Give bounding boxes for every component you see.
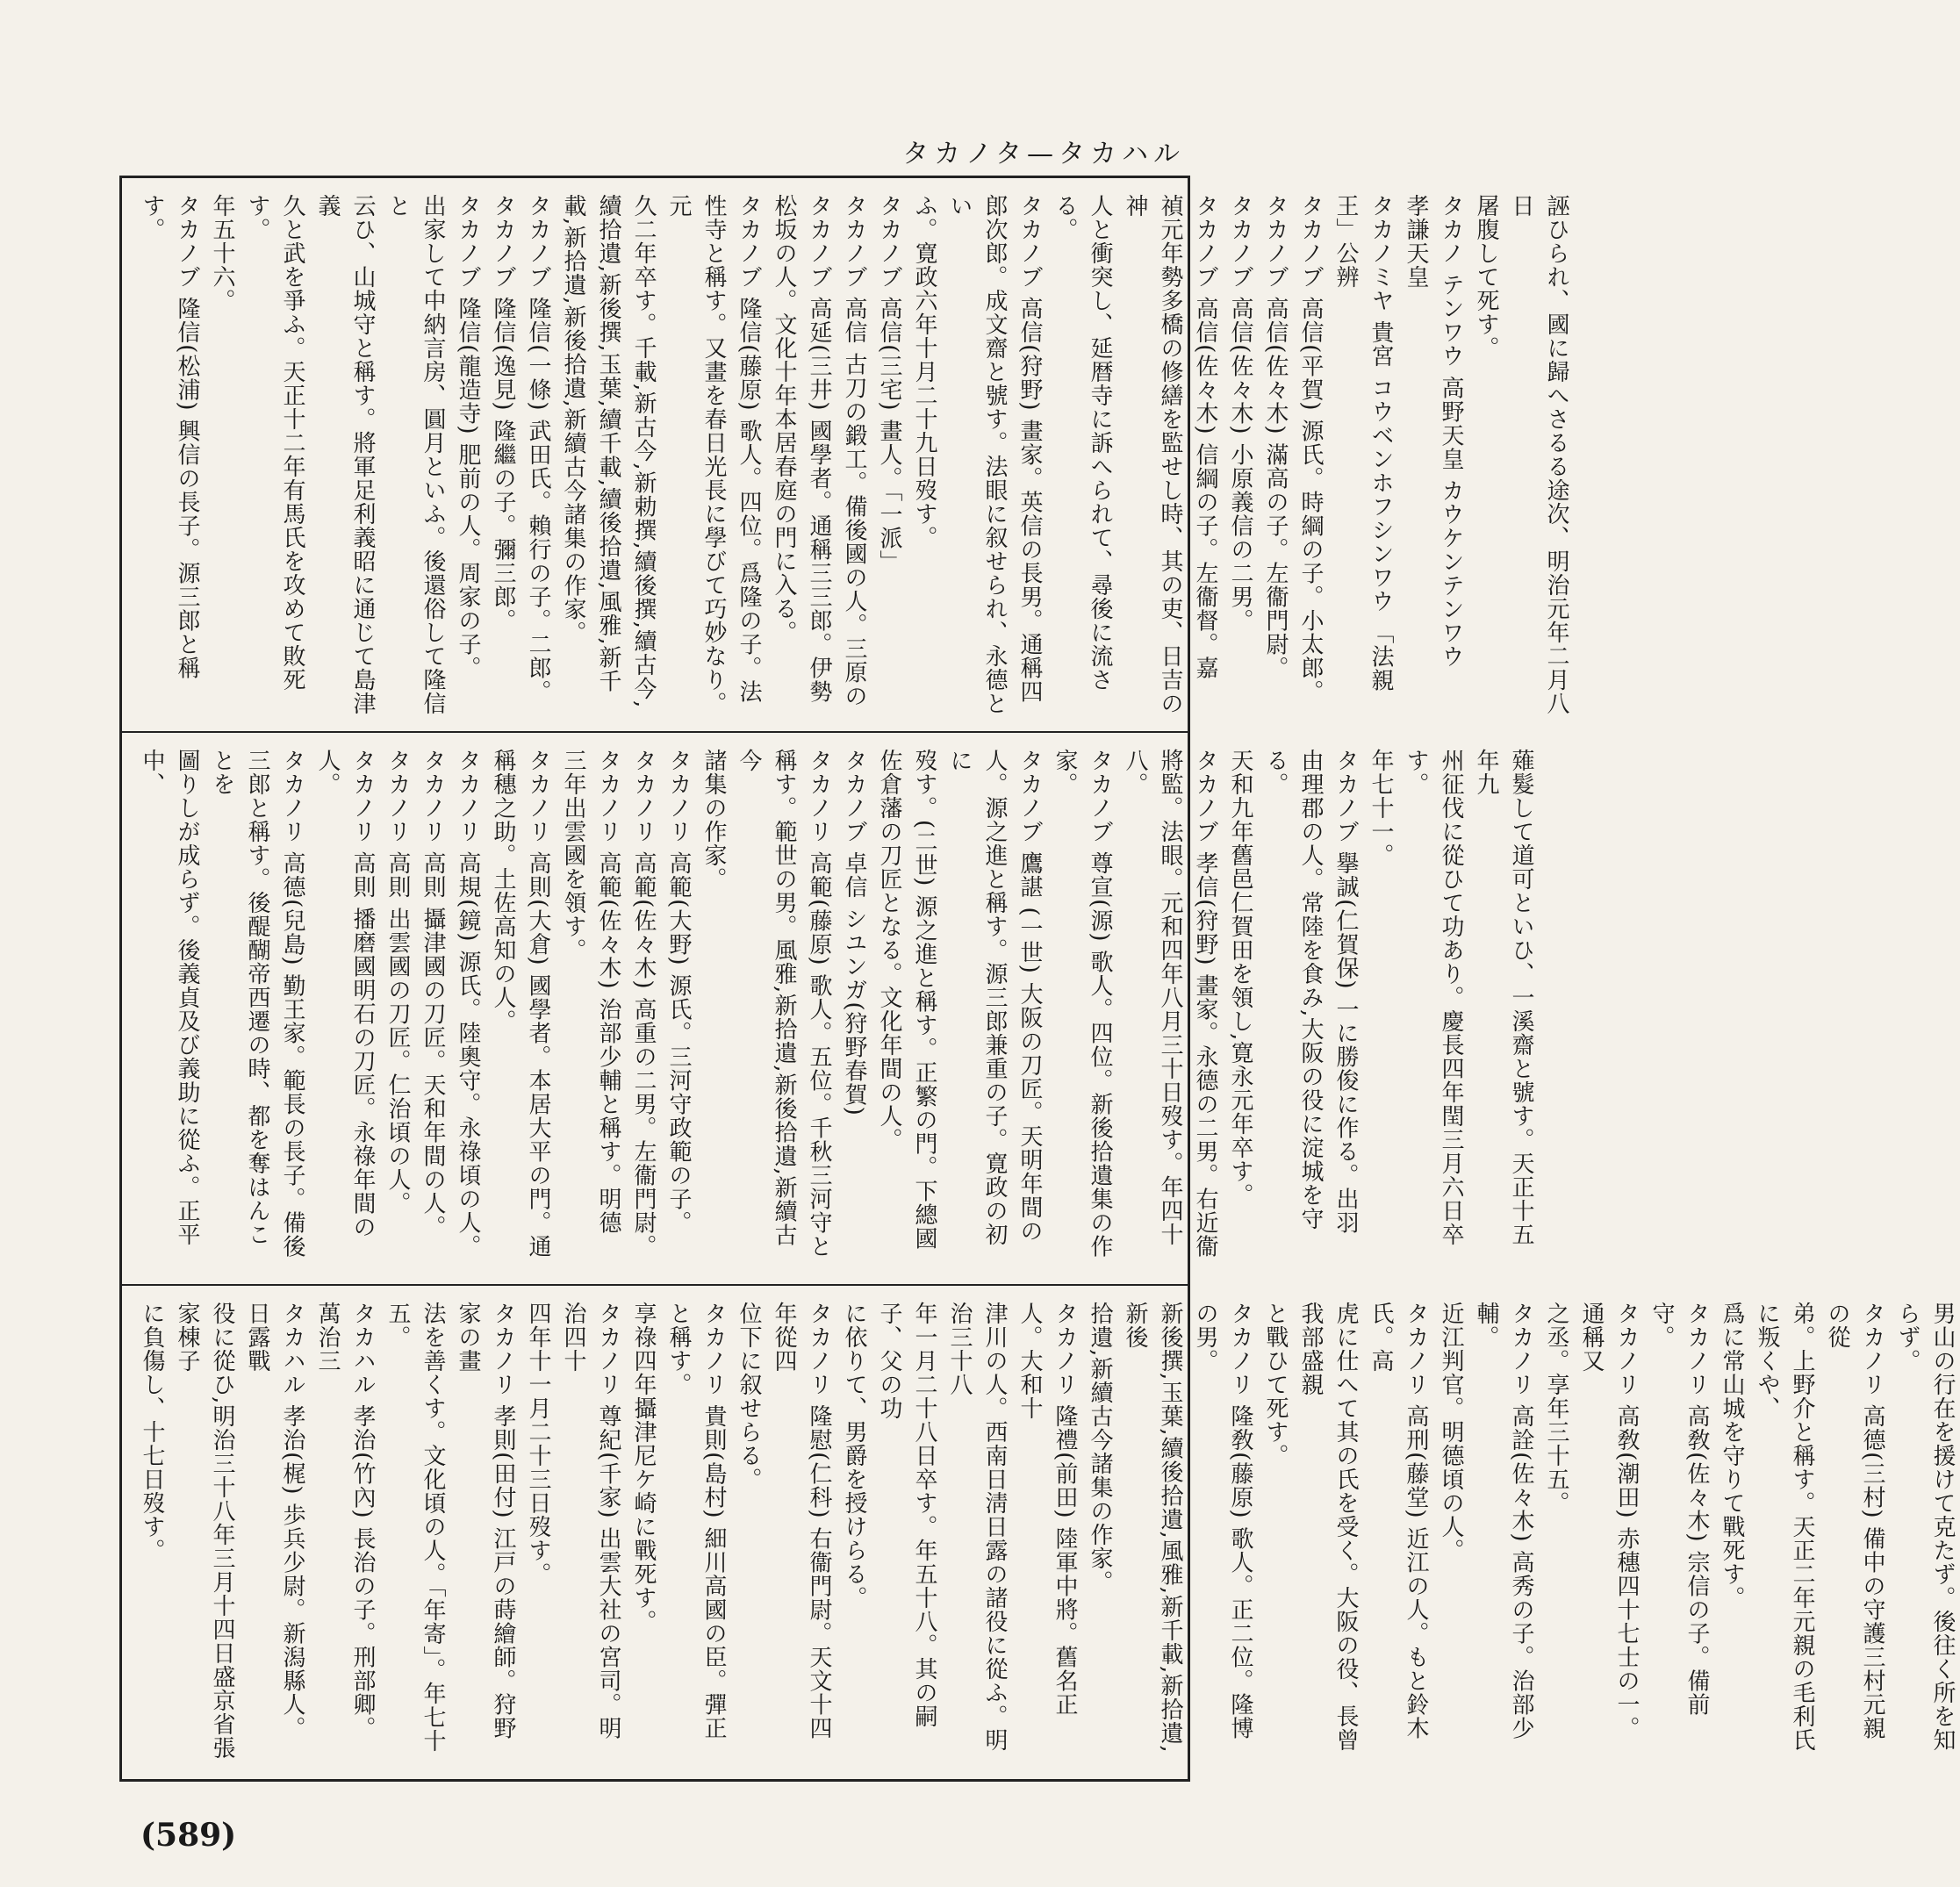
text-line: 云ひ、山城守と稱す。將軍足利義昭に通じて島津義: [314, 194, 376, 715]
text-line: 佐倉藩の刀匠となる。文化年間の人。: [876, 749, 902, 1152]
text-line: 天和九年舊邑仁賀田を領し,寛永元年卒す。: [1227, 749, 1253, 1208]
text-line: タカノブ 尊宣(源) 歌人。四位。新後拾遺集の作: [1087, 749, 1113, 1259]
text-line: 由理郡の人。常陸を食み,大阪の役に淀城を守る。: [1262, 749, 1324, 1231]
text-line: 載,新拾遺,新後拾遺,新續古今諸集の作家。: [560, 194, 586, 645]
text-line: タカノブ 高信(狩野) 畫家。英信の長男。通稱四: [1016, 194, 1043, 704]
text-line: 續拾遺,新後撰,玉葉,續千載,續後拾遺,風雅,新千: [595, 194, 621, 693]
text-line: タカノブ 隆信(一條) 武田氏。賴行の子。二郎。: [525, 194, 551, 704]
text-line: タカノリ 高範(佐々木) 高重の二男。左衞門尉。: [630, 749, 657, 1259]
text-line: 誣ひられ、國に歸へさるる途次、明治元年二月八日: [1508, 194, 1569, 715]
text-line: 稱す。範世の男。風雅,新拾遺,新後拾遺,新續古今: [736, 749, 797, 1247]
text-frame: [119, 176, 1956, 1782]
text-line: タカノリ 隆敎(藤原) 歌人。正二位。隆博の男。: [1192, 1302, 1253, 1740]
text-line: 三年出雲國を領す。: [560, 749, 586, 962]
text-line: タカノブ 高信(佐々木) 信綱の子。左衞督。嘉: [1192, 194, 1218, 680]
text-line: タカノブ 高信(佐々木) 滿高の子。左衞門尉。: [1262, 194, 1289, 680]
text-line: 津川の人。西南日淸日露の諸役に從ふ。明治三十八: [946, 1302, 1008, 1752]
section-top-text: [134, 194, 1574, 715]
text-line: 圖りしが成らず。後義貞及び義助に從ふ。正平中、: [139, 749, 200, 1246]
section-middle-text: [134, 749, 1539, 1268]
text-line: タカノリ 尊紀(千家) 出雲大社の宮司。明治四十: [560, 1302, 621, 1740]
page-number: (589): [140, 1817, 237, 1854]
text-line: タカノリ 高範(藤原) 歌人。五位。千秋三河守と: [806, 749, 832, 1259]
text-line: タカノリ 貴則(島村) 細川高國の臣。彈正と稱す。: [665, 1302, 727, 1740]
text-line: タカハル 孝治(竹內) 長治の子。刑部卿。萬治三: [314, 1302, 376, 1740]
text-line: タカノリ 高刑(藤堂) 近江の人。もと鈴木氏。高: [1368, 1302, 1429, 1740]
text-line: タカノリ 高則 播磨國明石の刀匠。永祿年間の人。: [314, 749, 376, 1239]
text-line: 州征伐に從ひて功あり。慶長四年閏三月六日卒す。: [1403, 749, 1464, 1246]
text-line: 松坂の人。文化十年本居春庭の門に入る。: [771, 194, 797, 644]
text-line: 享祿四年攝津尼ケ崎に戰死す。: [630, 1302, 657, 1633]
text-line: 年七十一。: [1368, 749, 1394, 867]
text-line: タカノリ 高德(兒島) 勤王家。範長の長子。備後: [279, 749, 305, 1259]
text-line: タカノブ 孝信(狩野) 畫家。永德の二男。右近衞: [1192, 749, 1218, 1259]
text-line: に依りて、男爵を授けらる。: [841, 1302, 867, 1610]
text-line: タカノリ 高規(鏡) 源氏。陸奧守。永祿頃の人。: [455, 749, 481, 1259]
text-line: タカノブ 擧誠(仁賀保) 一に勝俊に作る。出羽: [1332, 749, 1359, 1235]
text-line: 爲に常山城を守りて戰死す。: [1719, 1302, 1745, 1610]
text-line: タカノミヤ 貴宮 コウベンホフシンワウ 「法親王」公辨: [1332, 194, 1394, 692]
running-header: タカノタ—タカハル: [902, 139, 1185, 169]
text-line: タカノリ 高敎(潮田) 赤穗四十七士の一。通稱又: [1578, 1302, 1640, 1740]
text-line: タカノブ 隆信(藤原) 歌人。四位。爲隆の子。法: [736, 194, 762, 704]
text-line: タカノブ 鷹諶 (一世) 大阪の刀匠。天明年間の: [1016, 749, 1043, 1244]
text-line: 稱穗之助。土佐高知の人。: [490, 749, 516, 1033]
text-line: 三郎と稱す。後醍醐帝西遷の時、都を奪はんことを: [209, 749, 270, 1246]
text-line: タカノリ 高敎(佐々木) 宗信の子。備前守。: [1648, 1302, 1710, 1717]
text-line: 性寺と稱す。又畫を春日光長に學びて巧妙なり。元: [665, 194, 727, 715]
text-line: 人と衝突し、延暦寺に訴へられて、尋後に流さる。: [1052, 194, 1113, 692]
text-line: 久と武を爭ふ。天正十二年有馬氏を攻めて敗死す。: [244, 194, 305, 692]
text-line: タカノブ 高信(佐々木) 小原義信の二男。: [1227, 194, 1253, 633]
text-line: タカノリ 高則 出雲國の刀匠。仁治頃の人。: [384, 749, 411, 1216]
text-line: 拾遺,新續古今諸集の作家。: [1087, 1302, 1113, 1595]
text-line: タカノリ 高則(大倉) 國學者。本居大平の門。通: [525, 749, 551, 1259]
text-line: ふ。寛政六年十月二十九日歿す。: [911, 194, 937, 549]
text-line: タカノ テンワウ 高野天皇 カウケンテンワウ: [1438, 194, 1464, 669]
text-line: 郎次郎。成文齋と號す。法眼に叙せられ、永德とい: [946, 194, 1008, 715]
text-line: 禎元年勢多橋の修繕を監せし時、其の吏、日吉の神: [1122, 194, 1183, 715]
text-line: 四年十一月二十三日歿す。: [525, 1302, 551, 1586]
text-line: 弟。上野介と稱す。天正二年元親の毛利氏に叛くや、: [1754, 1302, 1815, 1752]
text-line: に負傷し、十七日歿す。: [139, 1302, 165, 1562]
text-line: 虎に仕へて其の氏を受く。大阪の役、長曾我部盛親: [1297, 1302, 1359, 1752]
text-line: 新後撰,玉葉,續後拾遺,風雅,新千載,新拾遺,新後: [1122, 1302, 1183, 1754]
text-line: タカノリ 隆禮(前田) 陸軍中將。舊名正人。大和十: [1016, 1302, 1078, 1717]
text-line: 役に從ひ,明治三十八年三月十四日盛京省張家棟子: [174, 1302, 235, 1761]
text-line: 屠腹して死す。: [1473, 194, 1499, 360]
text-line: 人。源之進と稱す。源三郎兼重の子。寛政の初に: [946, 749, 1008, 1246]
text-line: タカノブ 隆信(逸見) 隆繼の子。彌三郎。: [490, 194, 516, 633]
text-line: 諸集の作家。: [700, 749, 727, 891]
text-line: タカノブ 高信(平賀) 源氏。時綱の子。小太郎。: [1297, 194, 1324, 704]
text-line: 歿す。(二世) 源之進と稱す。正繁の門。下總國: [911, 749, 937, 1251]
text-line: 法を善くす。文化頃の人。「年寄」。年七十五。: [384, 1302, 446, 1753]
text-line: タカノブ 隆信(龍造寺) 肥前の人。周家の子。: [455, 194, 481, 680]
text-line: タカハル 孝治(梶) 歩兵少尉。新潟縣人。日露戰: [244, 1302, 305, 1740]
text-line: 孝謙天皇: [1403, 194, 1429, 289]
text-line: 年一月二十八日卒す。年五十八。其の嗣子、父の功: [876, 1302, 937, 1728]
text-line: 薙髮して道可といひ、一溪齋と號す。天正十五年九: [1473, 749, 1534, 1246]
text-line: タカノブ 高信(三宅) 畫人。「一派」: [876, 194, 902, 574]
text-line: タカノリ 隆慰(仁科) 右衞門尉。天文十四年從四: [771, 1302, 832, 1740]
text-line: タカノブ 高信 古刀の鍛工。備後國の人。三原の: [841, 194, 867, 708]
text-line: タカノブ 卓信 シユンガ(狩野春賀): [841, 749, 867, 1116]
text-line: 家。: [1052, 749, 1078, 796]
text-line: 之丞。享年三十五。: [1543, 1302, 1569, 1515]
text-line: タカノリ 高詮(佐々木) 高秀の子。治部少輔。: [1473, 1302, 1534, 1740]
text-line: 位下に叙せらる。: [736, 1302, 762, 1491]
text-line: タカノリ 高範(佐々木) 治部少輔と稱す。明德: [595, 749, 621, 1235]
text-line: タカノブ 高延(三井) 國學者。通稱三三郎。伊勢: [806, 194, 832, 704]
text-line: と戰ひて死す。: [1262, 1302, 1289, 1467]
text-line: タカノリ 高則 攝津國の刀匠。天和年間の人。: [420, 749, 446, 1239]
text-line: タカノリ 孝則(田付) 江戸の蒔繪師。狩野家の畫: [455, 1302, 516, 1740]
section-middle: [122, 731, 1534, 1284]
text-line: 男山の行在を援けて克たず。後往く所を知らず。: [1894, 1302, 1956, 1752]
text-line: 久二年卒す。千載,新古今,新勅撰,續後撰,續古今,: [630, 194, 657, 709]
section-bottom-text: [134, 1302, 1960, 1763]
text-line: タカノリ 高德(三村) 備中の守護三村元親の從: [1824, 1302, 1885, 1740]
text-line: タカノリ 高範(大野) 源氏。三河守政範の子。: [665, 749, 692, 1235]
text-line: 年五十六。: [209, 194, 235, 312]
text-line: タカノブ 隆信(松浦) 興信の長子。源三郎と稱す。: [139, 194, 200, 680]
section-top: [122, 178, 1569, 731]
text-line: 近江判官。明德頃の人。: [1438, 1302, 1464, 1562]
text-line: 將監。法眼。元和四年八月三十日歿す。年四十八。: [1122, 749, 1183, 1246]
section-bottom: [122, 1284, 1956, 1779]
text-line: 出家して中納言房、圓月といふ。後還俗して隆信と: [384, 194, 446, 715]
